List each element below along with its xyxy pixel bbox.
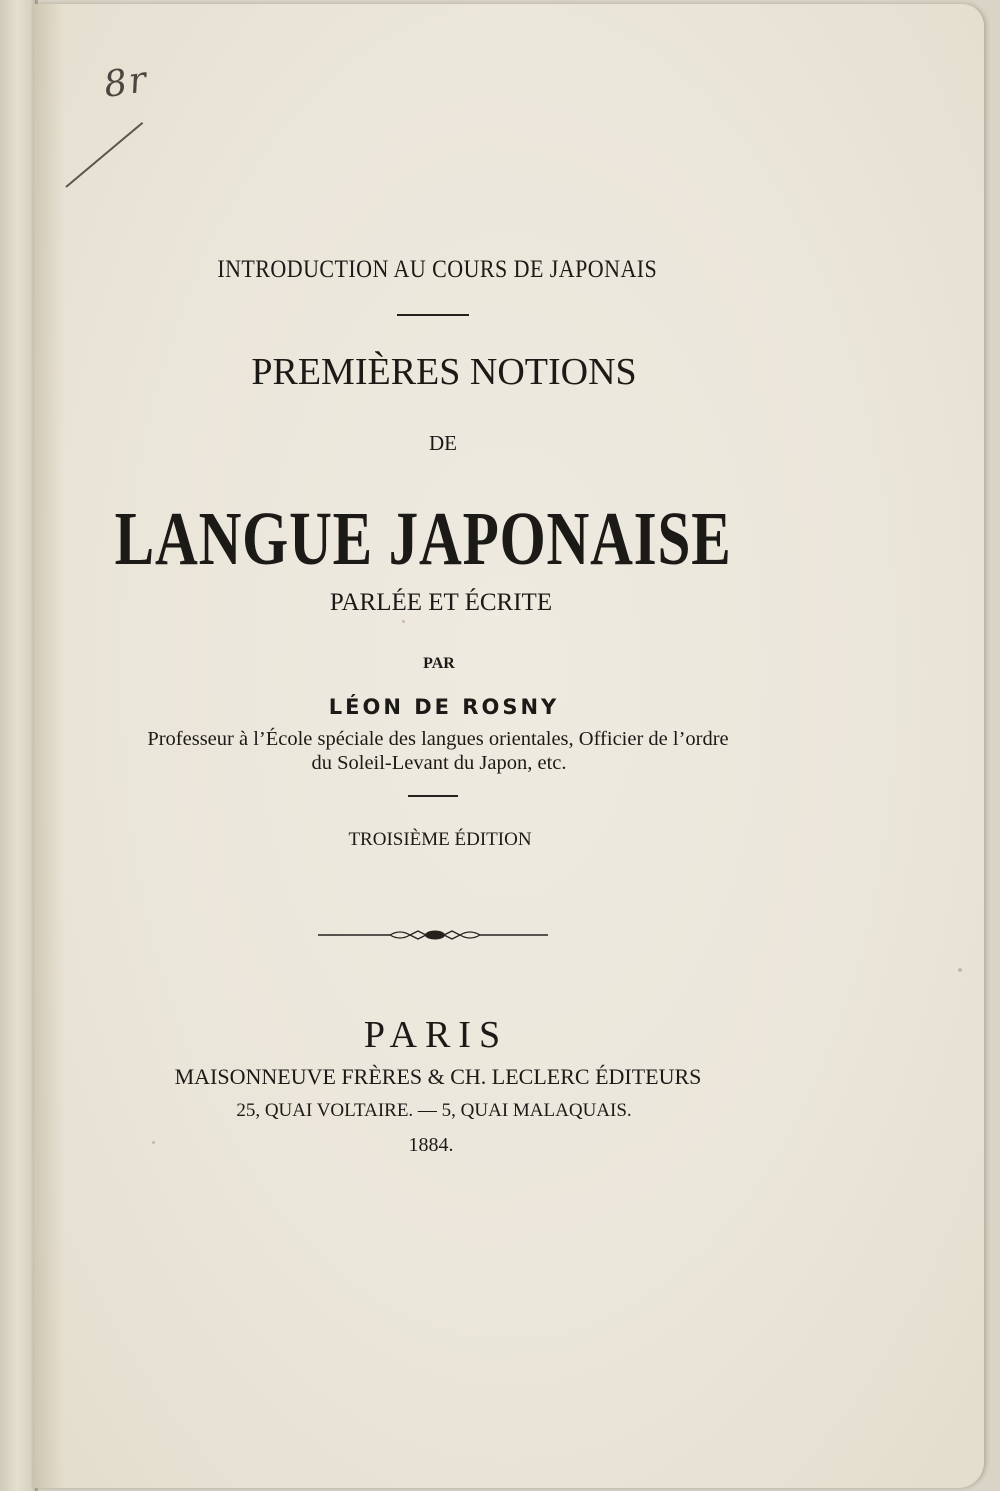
foxing-spot (958, 968, 962, 972)
imprint-city: PARIS (363, 1014, 509, 1056)
foxing-spot (402, 620, 405, 623)
imprint-year: 1884. (408, 1134, 454, 1156)
subtitle: PARLÉE ET ÉCRITE (329, 589, 553, 616)
imprint-publisher: MAISONNEUVE FRÈRES & CH. LECLERC ÉDITEURS (174, 1064, 702, 1089)
handwritten-annotation: 8r (101, 59, 151, 106)
author-name: LÉON DE ROSNY (328, 695, 560, 719)
ornament-divider (318, 925, 548, 945)
divider-rule (408, 795, 458, 797)
byline-label: PAR (423, 655, 455, 672)
divider-rule (397, 314, 469, 316)
author-credentials-line-2: du Soleil-Levant du Japon, etc. (311, 752, 567, 774)
foxing-spot (152, 1141, 155, 1144)
author-credentials-line-1: Professeur à l’École spéciale des langues orientales, Officier de l’ordre (147, 728, 729, 750)
heading: PREMIÈRES NOTIONS (251, 351, 637, 393)
main-title: LANGUE JAPONAISE (114, 497, 732, 581)
series-title: INTRODUCTION AU COURS DE JAPONAIS (217, 256, 658, 283)
imprint-address: 25, QUAI VOLTAIRE. — 5, QUAI MALAQUAIS. (236, 1100, 632, 1121)
title-connector: DE (429, 431, 457, 455)
edition: TROISIÈME ÉDITION (348, 829, 532, 850)
